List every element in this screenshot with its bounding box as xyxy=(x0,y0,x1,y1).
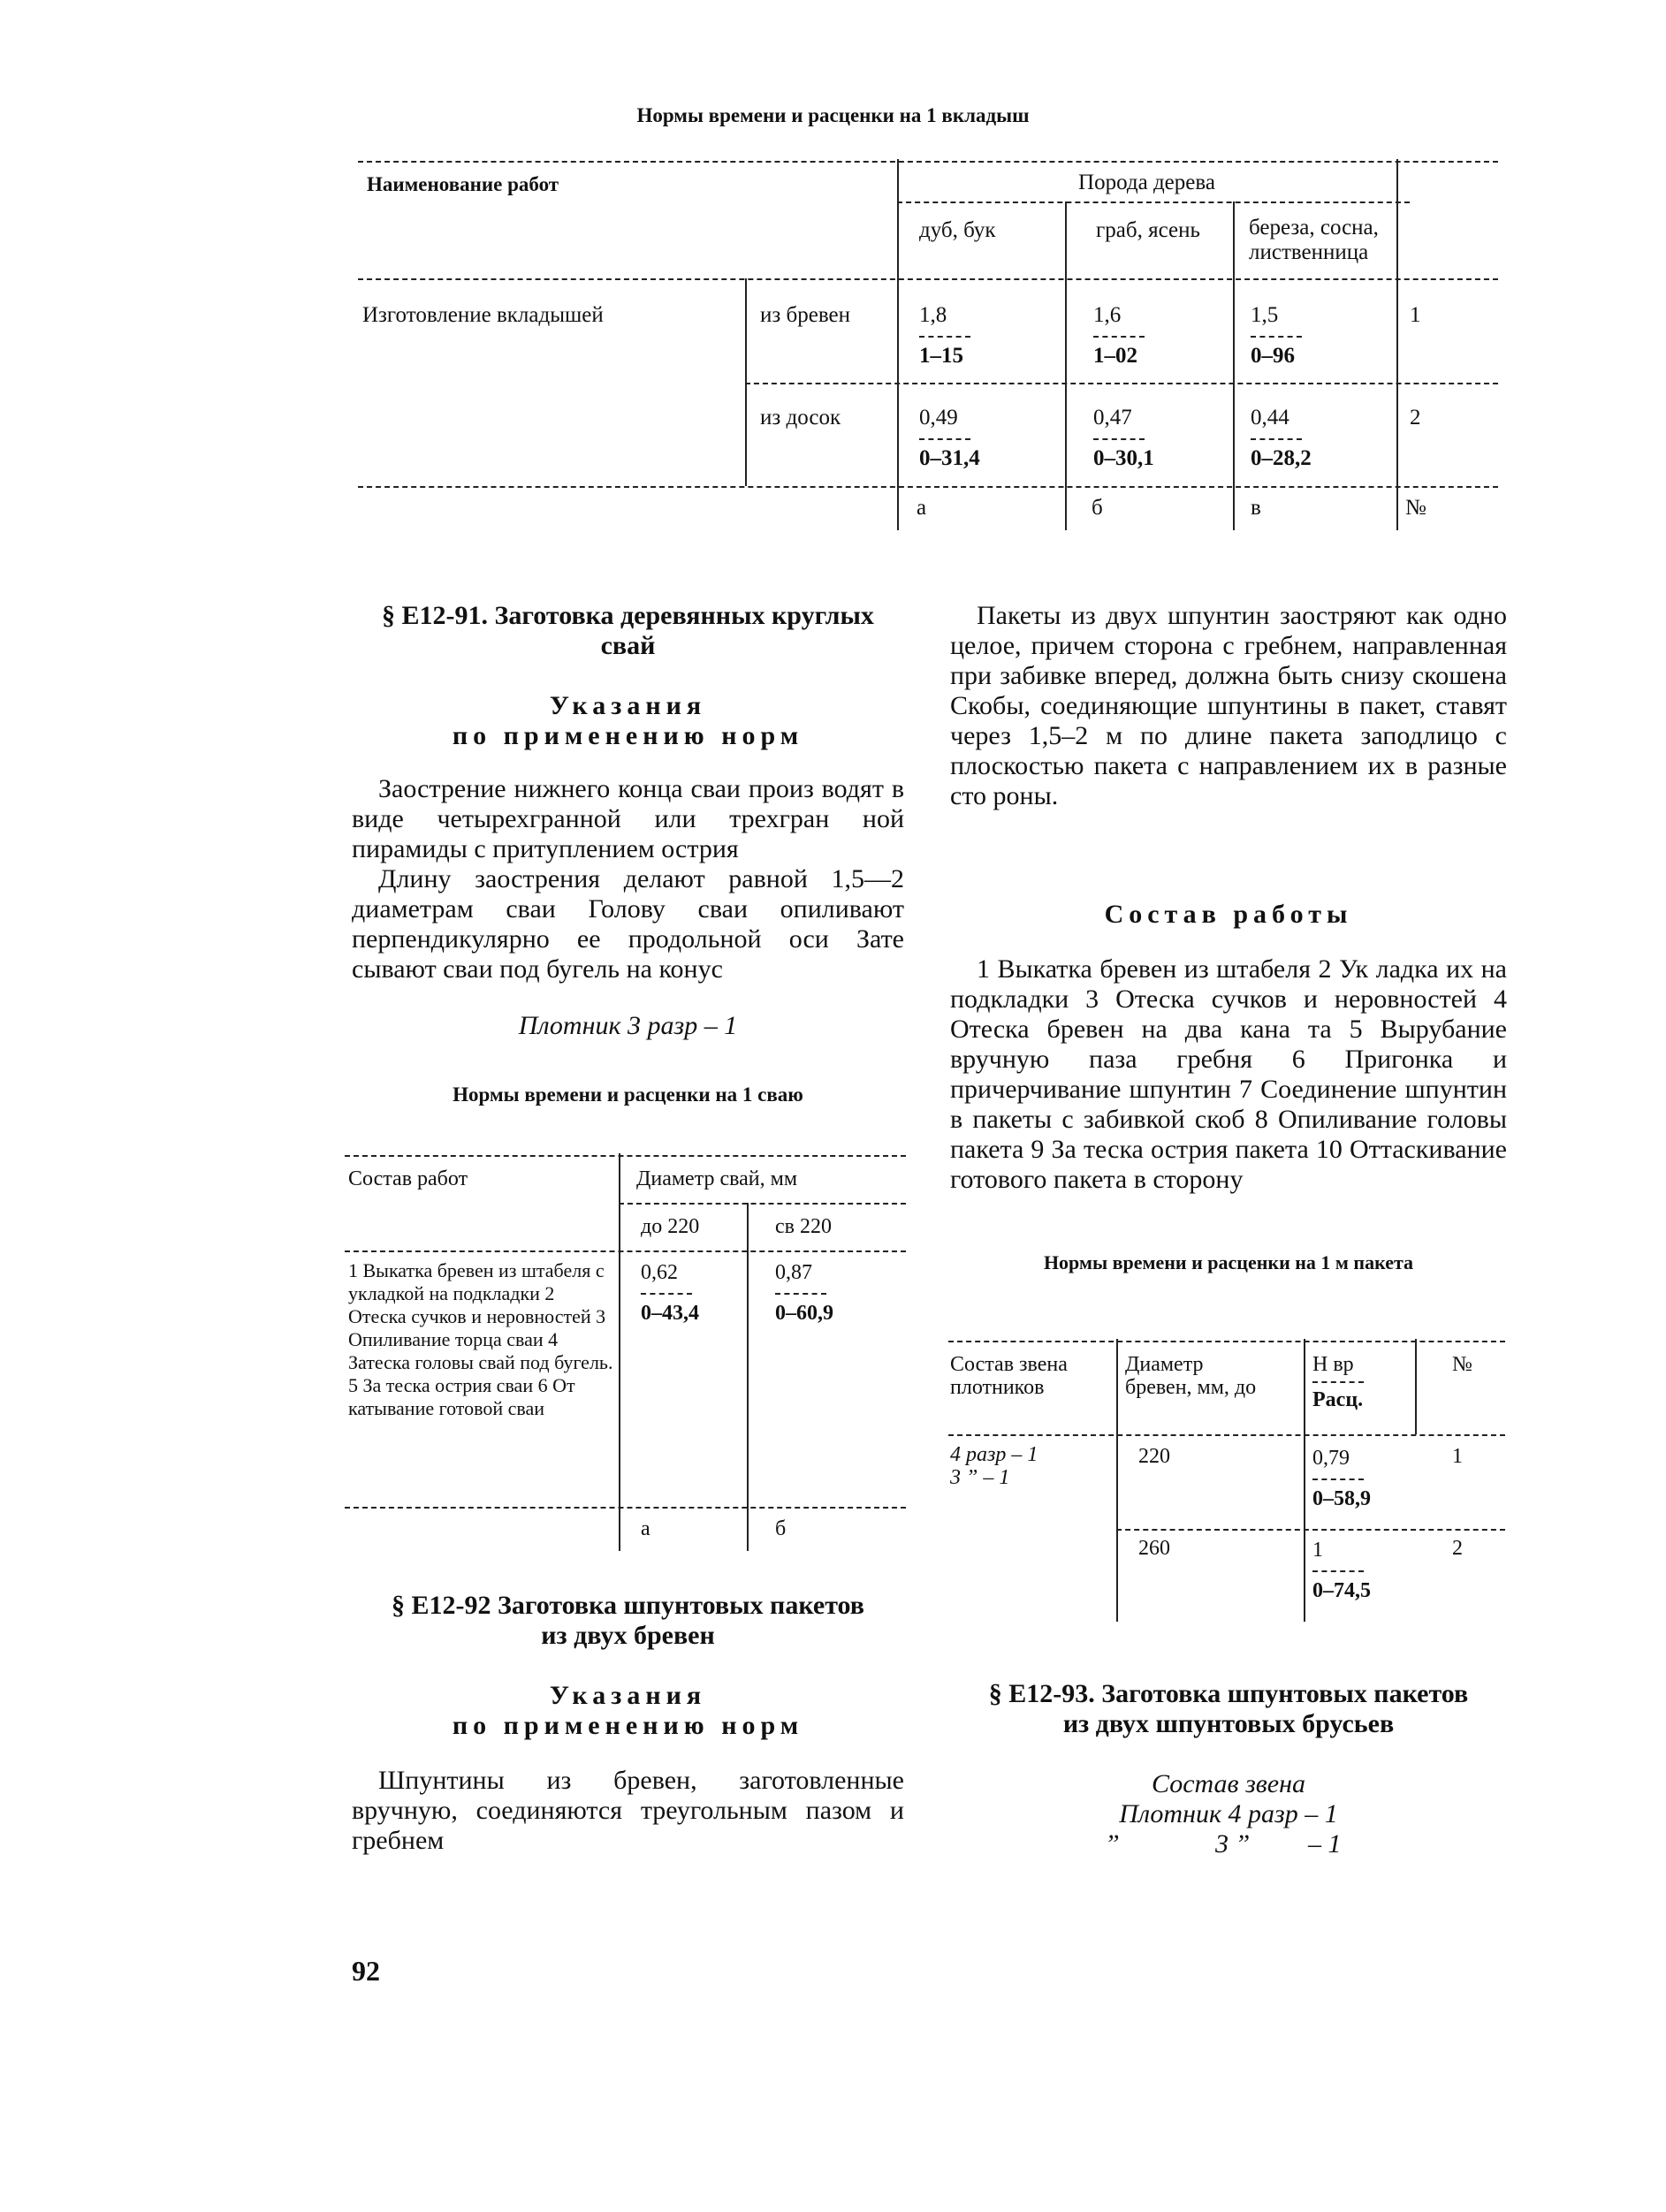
rule xyxy=(1116,1529,1505,1531)
fraction-bar xyxy=(1312,1381,1364,1383)
section-92-composition-title: Состав работы xyxy=(1104,900,1353,929)
section-93-crew-2c: – 1 xyxy=(1308,1829,1342,1859)
packets-crew xyxy=(950,1443,1038,1489)
rule xyxy=(1304,1339,1305,1622)
price: 0–30,1 xyxy=(1093,446,1154,470)
table1-r1-c xyxy=(1251,302,1330,369)
price: 1–15 xyxy=(919,344,963,368)
table1-head-work: Наименование работ xyxy=(367,173,559,195)
section-93 xyxy=(950,1679,1507,1859)
section-93-crew-1: Плотник 4 разр – 1 xyxy=(1119,1799,1338,1828)
page-number: 92 xyxy=(352,1955,380,1987)
value: 0,47 xyxy=(1093,406,1132,429)
price: 1–02 xyxy=(1093,344,1137,368)
packets-r2-no: 2 xyxy=(1452,1537,1463,1560)
section-91-crew: Плотник 3 разр – 1 xyxy=(518,1011,738,1040)
rule xyxy=(948,1341,1505,1342)
packets-head-diam-1: Диаметр xyxy=(1125,1353,1204,1376)
value: 0,44 xyxy=(1251,406,1289,429)
piles-table xyxy=(345,1153,906,1551)
rule xyxy=(1415,1339,1417,1434)
value: 0,49 xyxy=(919,406,958,429)
packets-r2-diam: 260 xyxy=(1138,1537,1170,1560)
packets-head-no: № xyxy=(1452,1353,1472,1376)
fraction-bar xyxy=(919,438,970,440)
packets-head-nvr: Н вр xyxy=(1312,1353,1354,1376)
price: 0–31,4 xyxy=(919,446,980,470)
section-92-p2: Пакеты из двух шпунтин заостряют как одно целое, причем сторона с гребнем, направленная при забивке вперед, должна быть снизу скошена Скобы, соединяющие шпунтины в пакет, ставят через 1,5–2 м по длине пакета заподлицо с плоскостью пакета с направлением их в разные сто роны. xyxy=(950,601,1507,810)
fraction-bar xyxy=(919,336,970,338)
table1-col-c xyxy=(1249,216,1379,265)
rule xyxy=(1396,159,1398,530)
price: 0–74,5 xyxy=(1312,1579,1371,1602)
section-91-sub1: Указания xyxy=(549,691,707,720)
price: 0–43,4 xyxy=(641,1302,699,1325)
rule xyxy=(745,383,1498,384)
fraction-bar xyxy=(775,1293,826,1295)
rule xyxy=(1233,201,1235,530)
packets-r1-no: 1 xyxy=(1452,1445,1463,1468)
table1-letter-no: № xyxy=(1405,496,1426,520)
piles-val-1 xyxy=(641,1259,720,1326)
section-92-composition: 1 Выкатка бревен из штабеля 2 Ук ладка их на подкладки 3 Отеска сучков и неровностей 4 Отеска бревен на два кана та 5 Вырубание вручную паза гребня 6 Пригонка и причерчивание шпунтин 7 Соединение шпунтин в пакеты с забивкой скоб 8 Опиливание головы пакета 9 За теска острия пакета 10 Оттаскивание готового пакета в сторону xyxy=(950,954,1507,1194)
packets-head-rasc: Расц. xyxy=(1312,1388,1364,1411)
section-91-title xyxy=(352,601,904,661)
price: 0–58,9 xyxy=(1312,1487,1371,1510)
table1-r1-b xyxy=(1093,302,1173,369)
packets-head-crew xyxy=(950,1353,1068,1399)
packets-head-crew-2: плотников xyxy=(950,1376,1045,1399)
piles-letter-a: а xyxy=(641,1517,650,1540)
table1-letter-b: б xyxy=(1092,496,1103,520)
section-93-title-line1: § Е12-93. Заготовка шпунтовых пакетов xyxy=(988,1679,1469,1708)
section-92-table-title: Нормы времени и расценки на 1 м пакета xyxy=(1043,1251,1414,1273)
rule xyxy=(358,161,1498,163)
rule xyxy=(345,1507,906,1509)
packets-r1-norm xyxy=(1312,1445,1392,1512)
fraction-bar xyxy=(1251,438,1302,440)
right-column xyxy=(950,601,1507,1278)
section-93-crew-2b: 3 ” xyxy=(1215,1829,1251,1859)
packets-r2-norm xyxy=(1312,1537,1392,1604)
piles-letter-b: б xyxy=(775,1517,787,1540)
table1-title: Нормы времени и расценки на 1 вкладыш xyxy=(636,104,1030,126)
section-92-sub1: Указания xyxy=(549,1681,707,1710)
section-92-left xyxy=(352,1591,904,1856)
piles-work-description: 1 Выкатка бревен из штабеля с укладкой на подкладки 2 Отеска сучков и неровностей 3 Опиливание торца сваи 4 Затеска головы свай под бугель. 5 За теска острия сваи 6 От катывание готовой сваи xyxy=(348,1259,613,1419)
piles-head-work: Состав работ xyxy=(348,1167,468,1190)
rule xyxy=(745,278,747,486)
section-91-sub2: по применению норм xyxy=(452,721,804,750)
price: 0–96 xyxy=(1251,344,1295,368)
value: 1,8 xyxy=(919,303,947,327)
table1 xyxy=(358,159,1498,530)
packets-r1-diam: 220 xyxy=(1138,1445,1170,1468)
rule xyxy=(897,201,1410,203)
section-91-title-line1: § Е12-91. Заготовка деревянных круглых xyxy=(382,601,874,630)
table1-r1-no: 1 xyxy=(1410,303,1421,327)
piles-col-2: св 220 xyxy=(775,1215,832,1238)
left-column xyxy=(352,601,904,1110)
section-93-title xyxy=(950,1679,1507,1739)
value: 1,6 xyxy=(1093,303,1122,327)
value: 0,87 xyxy=(775,1261,812,1284)
piles-val-2 xyxy=(775,1259,855,1326)
rule xyxy=(897,159,899,530)
rule xyxy=(619,1203,906,1205)
section-91-p2: Длину заострения делают равной 1,5—2 диаметрам сваи Голову сваи опиливают перпендикулярно ее продольной оси Зате сывают сваи под бугель на конус xyxy=(352,864,904,984)
rule xyxy=(747,1203,749,1551)
section-91-p1: Заострение нижнего конца сваи произ водят в виде четырехгранной или трехгран ной пирамиды с притуплением острия xyxy=(352,774,904,863)
section-93-crew-2 xyxy=(950,1829,1507,1859)
packets-head-diam-2: бревен, мм, до xyxy=(1125,1376,1257,1399)
fraction-bar xyxy=(1312,1570,1364,1572)
rule xyxy=(358,486,1498,488)
piles-head-diam: Диаметр свай, мм xyxy=(636,1167,798,1190)
section-93-crew-title: Состав звена xyxy=(1151,1769,1305,1798)
table1-letter-a: а xyxy=(917,496,927,520)
value: 0,79 xyxy=(1312,1447,1350,1470)
packets-head-norm xyxy=(1312,1353,1392,1411)
section-91-table-title: Нормы времени и расценки на 1 сваю xyxy=(453,1083,803,1106)
fraction-bar xyxy=(1251,336,1302,338)
rule xyxy=(1116,1339,1118,1622)
table1-col-c-line2: лиственница xyxy=(1249,240,1369,264)
price: 0–60,9 xyxy=(775,1302,833,1325)
section-91-title-line2: свай xyxy=(600,631,656,660)
fraction-bar xyxy=(1093,336,1145,338)
piles-col-1: до 220 xyxy=(641,1215,700,1238)
table1-col-c-line1: береза, сосна, xyxy=(1249,216,1379,239)
packets-crew-1: 4 разр – 1 xyxy=(950,1443,1038,1466)
section-92-title-line1: § Е12-92 Заготовка шпунтовых пакетов xyxy=(392,1591,864,1620)
table1-row-label: Изготовление вкладышей xyxy=(362,303,604,327)
packets-table xyxy=(948,1339,1505,1622)
rule xyxy=(948,1434,1505,1436)
fraction-bar xyxy=(1312,1478,1364,1480)
table1-head-wood: Порода дерева xyxy=(1078,171,1215,194)
section-92-title-line2: из двух бревен xyxy=(541,1621,715,1650)
section-93-crew-2a: ” xyxy=(1105,1829,1120,1859)
price: 0–28,2 xyxy=(1251,446,1312,470)
packets-crew-2: 3 ” – 1 xyxy=(950,1466,1010,1489)
section-92-title xyxy=(352,1591,904,1651)
table1-letter-c: в xyxy=(1251,496,1261,520)
value: 1 xyxy=(1312,1539,1323,1562)
value: 0,62 xyxy=(641,1261,678,1284)
fraction-bar xyxy=(1093,438,1145,440)
section-92-p1: Шпунтины из бревен, заготовленные вручную, соединяются треугольным пазом и гребнем xyxy=(352,1766,904,1855)
packets-head-diam xyxy=(1125,1353,1256,1399)
table1-r1-a xyxy=(919,302,999,369)
packets-head-crew-1: Состав звена xyxy=(950,1353,1068,1376)
table1-r2-b xyxy=(1093,405,1173,472)
fraction-bar xyxy=(641,1293,692,1295)
rule xyxy=(345,1250,906,1252)
table1-r2-c xyxy=(1251,405,1330,472)
table1-row2-source: из досок xyxy=(760,406,841,429)
value: 1,5 xyxy=(1251,303,1279,327)
rule xyxy=(358,278,1498,280)
rule xyxy=(619,1153,620,1551)
table1-r2-a xyxy=(919,405,999,472)
table1-col-a: дуб, бук xyxy=(919,218,996,242)
section-92-sub2: по применению норм xyxy=(452,1711,804,1740)
rule xyxy=(345,1155,906,1157)
table1-row1-source: из бревен xyxy=(760,303,850,327)
table1-r2-no: 2 xyxy=(1410,406,1421,429)
section-93-title-line2: из двух шпунтовых брусьев xyxy=(1062,1709,1395,1738)
table1-col-b: граб, ясень xyxy=(1096,218,1200,242)
rule xyxy=(1065,201,1067,530)
